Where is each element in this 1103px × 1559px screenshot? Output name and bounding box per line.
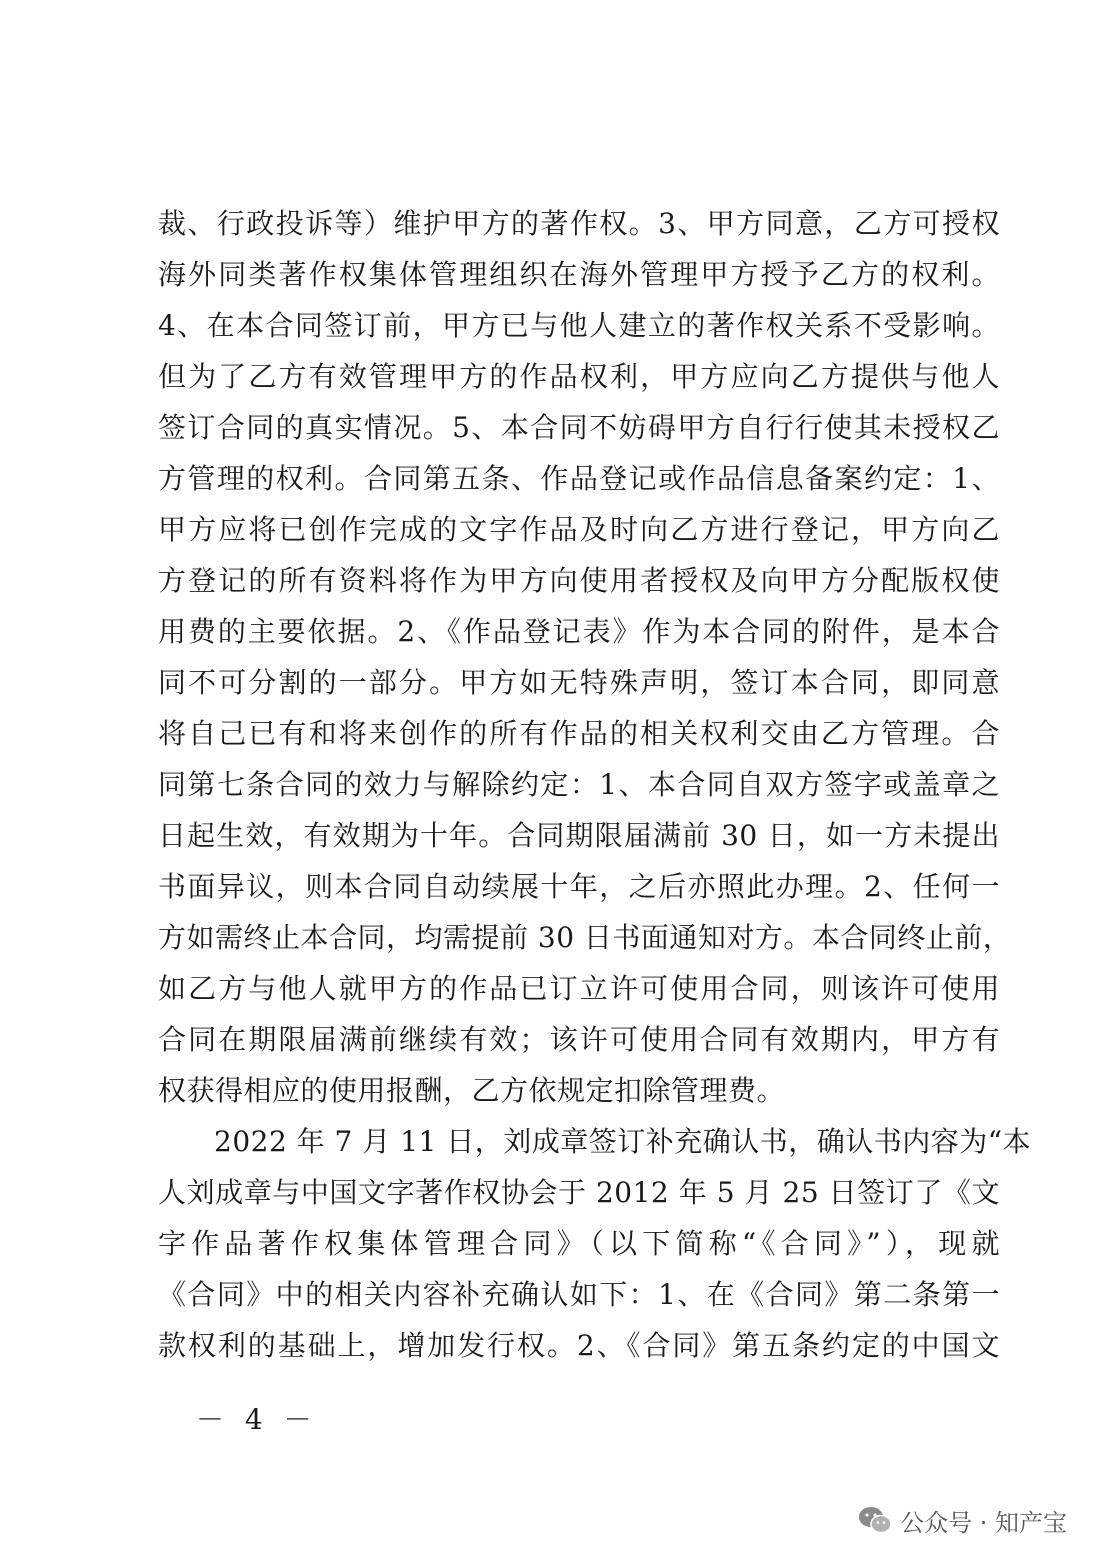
text-line: 合同在期限届满前继续有效；该许可使用合同有效期内，甲方有 bbox=[158, 1023, 1000, 1056]
text-line: 人刘成章与中国文字著作权协会于 2012 年 5 月 25 日签订了《文 bbox=[158, 1176, 1000, 1209]
text-line-paragraph-end: 权获得相应的使用报酬，乙方依规定扣除管理费。 bbox=[158, 1074, 786, 1107]
document-body bbox=[158, 198, 1032, 1371]
watermark-text: 公众号 · 知产宝 bbox=[900, 1508, 1067, 1537]
text-line: 将自己已有和将来创作的所有作品的相关权利交由乙方管理。合 bbox=[158, 717, 1000, 750]
watermark bbox=[858, 1500, 1067, 1540]
text-line: 用费的主要依据。2、《作品登记表》作为本合同的附件，是本合 bbox=[158, 615, 1000, 648]
text-line: 方登记的所有资料将作为甲方向使用者授权及向甲方分配版权使 bbox=[158, 564, 1000, 597]
text-line: 同第七条合同的效力与解除约定：1、本合同自双方签字或盖章之 bbox=[158, 768, 1000, 801]
text-line: 甲方应将已创作完成的文字作品及时向乙方进行登记，甲方向乙 bbox=[158, 513, 1000, 546]
text-line: 同不可分割的一部分。甲方如无特殊声明，签订本合同，即同意 bbox=[158, 666, 1000, 699]
text-line: 款权利的基础上，增加发行权。2、《合同》第五条约定的中国文 bbox=[158, 1329, 1000, 1362]
text-line: 字作品著作权集体管理合同》（以下简称“《合同》”），现就 bbox=[158, 1227, 1000, 1260]
text-line: 海外同类著作权集体管理组织在海外管理甲方授予乙方的权利。 bbox=[158, 258, 1000, 291]
text-line: 方如需终止本合同，均需提前 30 日书面通知对方。本合同终止前， bbox=[158, 921, 1012, 954]
text-line: 书面异议，则本合同自动续展十年，之后亦照此办理。2、任何一 bbox=[158, 870, 1000, 903]
text-line-paragraph-start: 2022 年 7 月 11 日，刘成章签订补充确认书，确认书内容为“本 bbox=[214, 1125, 1032, 1158]
text-line: 日起生效，有效期为十年。合同期限届满前 30 日，如一方未提出 bbox=[158, 819, 1000, 852]
text-line: 4、在本合同签订前，甲方已与他人建立的著作权关系不受影响。 bbox=[158, 309, 1000, 342]
text-line: 但为了乙方有效管理甲方的作品权利，甲方应向乙方提供与他人 bbox=[158, 360, 1000, 393]
text-line: 裁、行政投诉等）维护甲方的著作权。3、甲方同意，乙方可授权 bbox=[158, 207, 1000, 240]
text-line: 如乙方与他人就甲方的作品已订立许可使用合同，则该许可使用 bbox=[158, 972, 1000, 1005]
wechat-icon bbox=[858, 1506, 892, 1534]
page-number: － 4 － bbox=[196, 1403, 318, 1436]
text-line: 签订合同的真实情况。5、本合同不妨碍甲方自行行使其未授权乙 bbox=[158, 411, 1000, 444]
text-line: 《合同》中的相关内容补充确认如下：1、在《合同》第二条第一 bbox=[158, 1278, 1000, 1311]
text-line: 方管理的权利。合同第五条、作品登记或作品信息备案约定：1、 bbox=[158, 462, 1000, 495]
